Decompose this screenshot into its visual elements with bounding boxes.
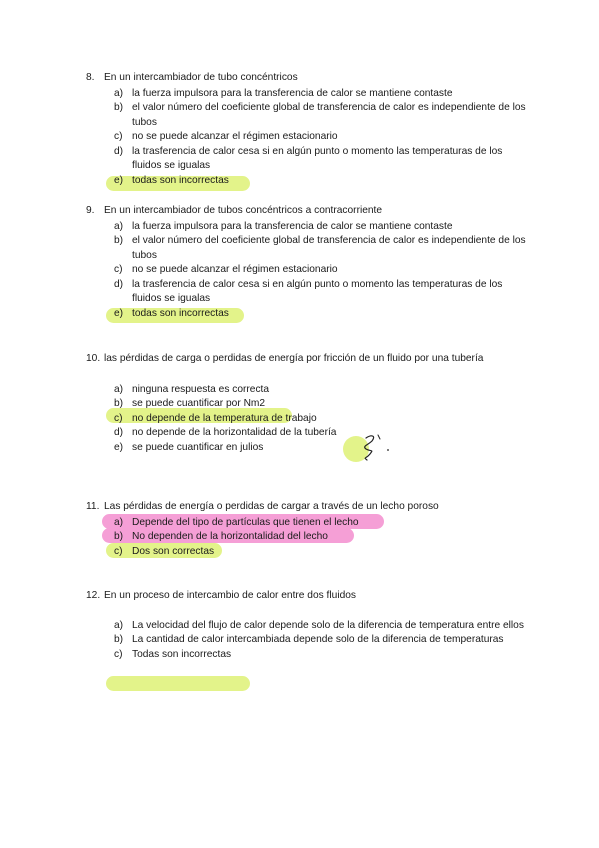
option-text: la fuerza impulsora para la transferencia de calor se mantiene contaste: [132, 87, 453, 99]
option-text: ninguna respuesta es correcta: [132, 383, 270, 395]
option-letter: a): [114, 619, 124, 631]
option-text: la trasferencia de calor cesa si en algún punto o momento las temperaturas de los fluidos se igualas: [132, 145, 503, 171]
option-text: el valor número del coeficiente global de transferencia de calor es independiente de los tubos: [132, 102, 526, 128]
option-text: Dos son correctas: [132, 545, 215, 557]
question-text: las pérdidas de carga o perdidas de energía por fricción de un fluido por una tubería: [104, 353, 484, 364]
option-c: [86, 263, 526, 278]
option-e: [86, 174, 526, 189]
option-letter: d): [114, 278, 124, 290]
option-text: todas son incorrectas: [132, 174, 229, 186]
option-text: se puede cuantificar en julios: [132, 441, 264, 453]
option-letter: b): [114, 531, 124, 542]
option-letter: b): [114, 634, 124, 645]
option-text: no depende de la temperatura de trabajo: [132, 412, 317, 424]
option-a: [86, 516, 526, 531]
option-d: [86, 278, 526, 307]
option-letter: d): [114, 145, 124, 157]
option-letter: c): [114, 131, 123, 142]
question-number: 9.: [86, 205, 95, 216]
option-a: [86, 383, 526, 398]
question-11: [86, 500, 526, 559]
option-text: la trasferencia de calor cesa si en algún punto o momento las temperaturas de los fluidos se igualas: [132, 278, 503, 304]
option-text: el valor número del coeficiente global de transferencia de calor es independiente de los tubos: [132, 235, 526, 261]
question-10: [86, 352, 526, 455]
option-a: [86, 87, 526, 102]
option-letter: e): [114, 441, 124, 453]
option-b: [86, 234, 526, 263]
option-e: [86, 307, 526, 322]
option-letter: c): [114, 545, 123, 557]
question-number: 12.: [86, 590, 101, 601]
question-text: Las pérdidas de energía o perdidas de cargar a través de un lecho poroso: [104, 501, 439, 512]
option-letter: b): [114, 235, 124, 246]
option-text: no depende de la horizontalidad de la tubería: [132, 427, 337, 438]
question-12: [86, 589, 526, 662]
option-a: [86, 619, 526, 634]
option-c: [86, 648, 526, 663]
question-text: En un intercambiador de tubos concéntricos a contracorriente: [104, 205, 383, 216]
option-text: no se puede alcanzar el régimen estacionario: [132, 264, 338, 275]
option-text: La cantidad de calor intercambiada depende solo de la diferencia de temperaturas: [132, 634, 504, 645]
option-text: La velocidad del flujo de calor depende solo de la diferencia de temperatura entre ellos: [132, 619, 524, 631]
option-letter: a): [114, 383, 124, 395]
option-text: Depende del tipo de partículas que tienen el lecho: [132, 516, 359, 528]
option-text: todas son incorrectas: [132, 307, 229, 319]
option-text: no se puede alcanzar el régimen estacionario: [132, 131, 338, 142]
question-9: [86, 204, 526, 321]
option-letter: e): [114, 174, 124, 186]
handwritten-scribble-mark: [358, 432, 394, 464]
option-text: la fuerza impulsora para la transferencia de calor se mantiene contaste: [132, 220, 453, 232]
option-text: se puede cuantificar por Nm2: [132, 398, 266, 409]
option-letter: b): [114, 102, 124, 113]
option-d: [86, 426, 526, 441]
option-letter: c): [114, 648, 123, 660]
question-number: 8.: [86, 72, 95, 83]
option-letter: a): [114, 87, 124, 99]
question-number: 10.: [86, 353, 101, 364]
option-letter: a): [114, 516, 124, 528]
option-c: [86, 545, 526, 560]
option-b: [86, 633, 526, 648]
option-e: [86, 441, 526, 456]
question-number: 11.: [86, 501, 100, 512]
option-text: No dependen de la horizontalidad del lecho: [132, 531, 328, 542]
question-text: En un proceso de intercambio de calor entre dos fluidos: [104, 590, 357, 601]
option-c: [86, 412, 526, 427]
option-letter: b): [114, 398, 124, 409]
option-text: Todas son incorrectas: [132, 648, 232, 660]
option-letter: d): [114, 427, 124, 438]
question-8: [86, 71, 526, 188]
option-b: [86, 530, 526, 545]
option-letter: a): [114, 220, 124, 232]
option-letter: c): [114, 264, 123, 275]
option-b: [86, 397, 526, 412]
question-text: En un intercambiador de tubo concéntricos: [104, 72, 298, 83]
option-d: [86, 145, 526, 174]
option-letter: e): [114, 307, 124, 319]
option-c: [86, 130, 526, 145]
option-b: [86, 101, 526, 130]
option-a: [86, 220, 526, 235]
option-letter: c): [114, 412, 123, 424]
